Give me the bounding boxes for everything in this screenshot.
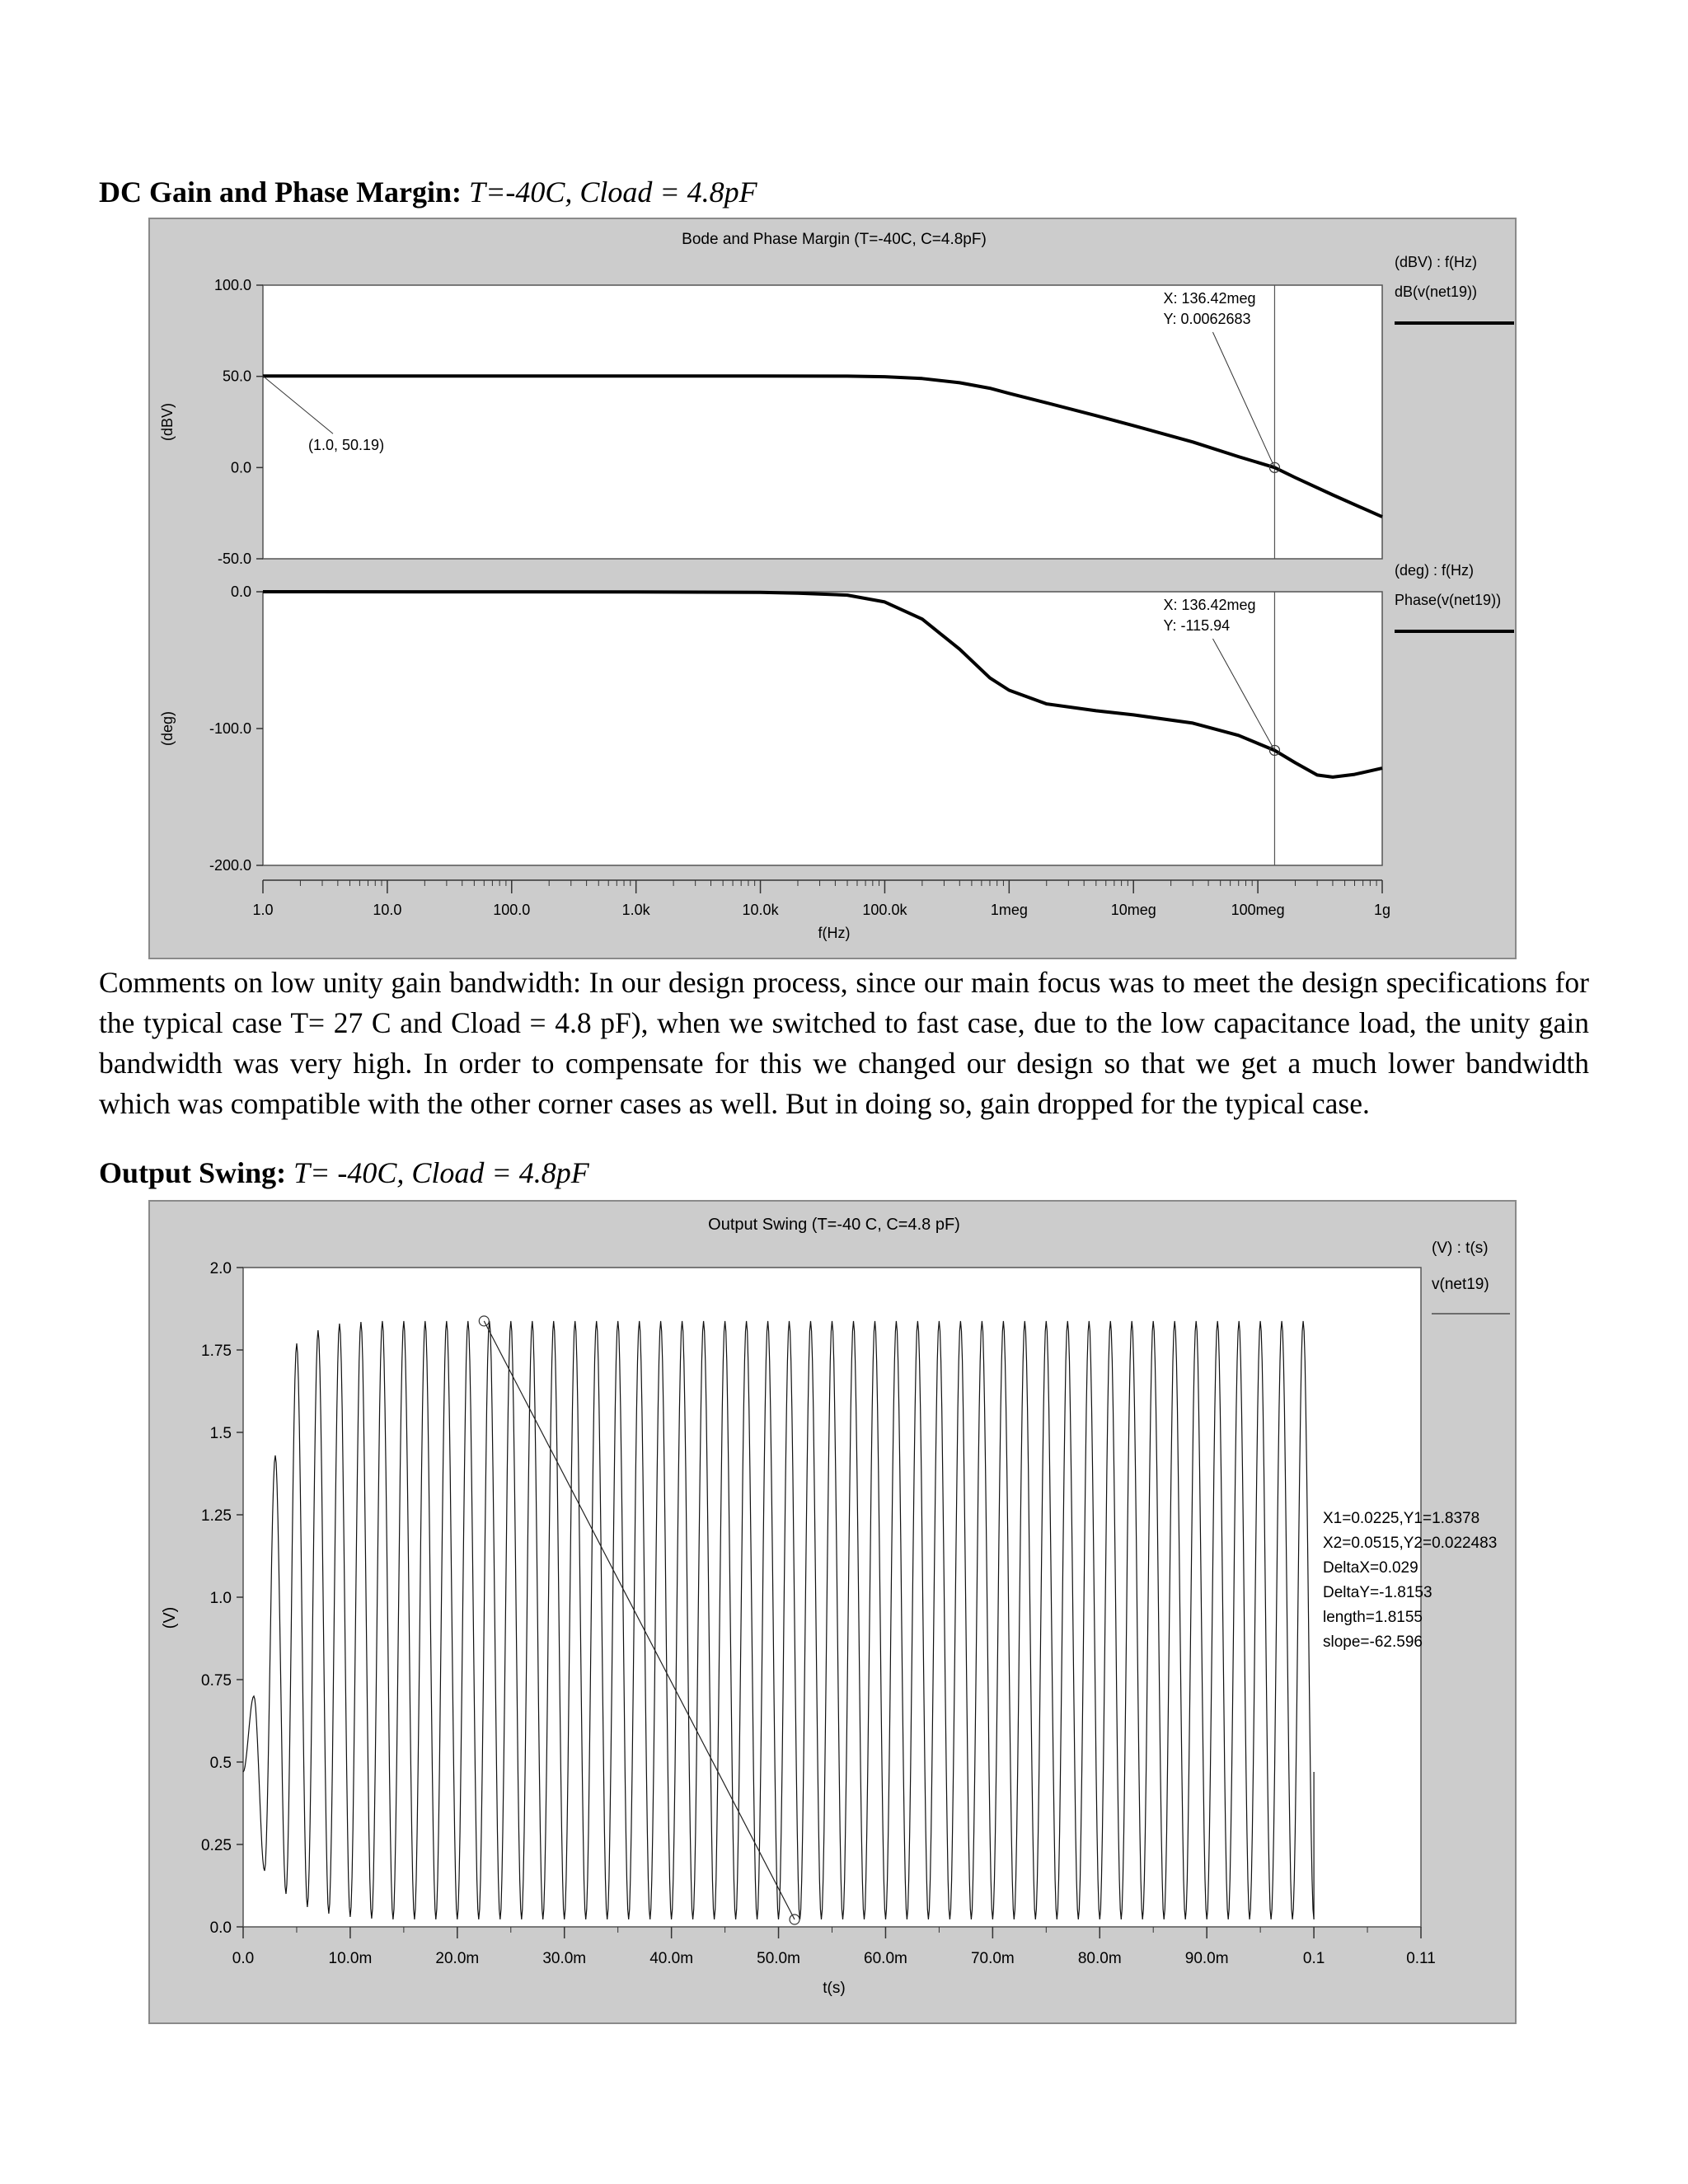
cursor-x-readout: X: 136.42meg bbox=[1163, 597, 1256, 613]
x-tick-label: 60.0m bbox=[864, 1950, 907, 1967]
chart-title: Bode and Phase Margin (T=-40C, C=4.8pF) bbox=[682, 231, 987, 248]
x-axis-label: f(Hz) bbox=[818, 925, 851, 941]
legend-header: (deg) : f(Hz) bbox=[1395, 562, 1475, 579]
x-tick-label: 40.0m bbox=[649, 1950, 694, 1967]
x-tick-label: 0.11 bbox=[1406, 1950, 1436, 1967]
y-tick-label: 0.0 bbox=[230, 459, 251, 476]
x-tick-label: 20.0m bbox=[435, 1950, 480, 1967]
x-tick-label: 1meg bbox=[990, 902, 1028, 918]
legend-header: (dBV) : f(Hz) bbox=[1395, 254, 1478, 270]
cursor-x-readout: X: 136.42meg bbox=[1163, 290, 1256, 307]
y-tick-label: 1.75 bbox=[201, 1343, 232, 1360]
x-tick-label: 100meg bbox=[1231, 902, 1285, 918]
x-axis-label: t(s) bbox=[823, 1980, 846, 1997]
y-tick-label: 0.0 bbox=[209, 1919, 232, 1937]
y-tick-label: 2.0 bbox=[209, 1260, 232, 1277]
x-tick-label: 90.0m bbox=[1184, 1950, 1229, 1967]
x-tick-label: 10.0 bbox=[373, 902, 402, 918]
measurement-readout: DeltaY=-1.8153 bbox=[1323, 1584, 1432, 1601]
x-tick-label: 0.0 bbox=[232, 1950, 255, 1967]
cursor-y-readout: Y: 0.0062683 bbox=[1163, 311, 1251, 327]
x-tick-label: 1.0 bbox=[252, 902, 274, 918]
swing-heading-label: Output Swing: bbox=[99, 1156, 287, 1189]
y-tick-label: 0.25 bbox=[201, 1837, 232, 1854]
legend-label: Phase(v(net19)) bbox=[1395, 592, 1502, 608]
y-tick-label: 1.25 bbox=[201, 1507, 232, 1525]
x-tick-label: 100.0k bbox=[862, 902, 907, 918]
y-tick-label: 1.5 bbox=[209, 1425, 232, 1442]
measurement-readout: length=1.8155 bbox=[1323, 1609, 1423, 1626]
cursor-y-readout: Y: -115.94 bbox=[1163, 617, 1231, 634]
swing-chart-panel bbox=[148, 1200, 1517, 2024]
x-tick-label: 70.0m bbox=[970, 1950, 1015, 1967]
x-tick-label: 10.0m bbox=[328, 1950, 373, 1967]
swing-section-heading bbox=[99, 1155, 589, 1190]
measurement-readout: DeltaX=0.029 bbox=[1323, 1559, 1418, 1577]
bode-chart bbox=[150, 219, 1518, 961]
x-tick-label: 0.1 bbox=[1302, 1950, 1325, 1967]
x-tick-label: 30.0m bbox=[542, 1950, 587, 1967]
swing-chart bbox=[150, 1202, 1518, 2026]
measurement-readout: slope=-62.596 bbox=[1323, 1633, 1423, 1651]
chart-title: Output Swing (T=-40 C, C=4.8 pF) bbox=[708, 1216, 960, 1234]
bode-chart-panel bbox=[148, 218, 1517, 959]
legend-header: (V) : t(s) bbox=[1432, 1240, 1489, 1257]
y-tick-label: -50.0 bbox=[217, 551, 251, 567]
x-tick-label: 10meg bbox=[1110, 902, 1156, 918]
y-tick-label: 0.75 bbox=[201, 1672, 232, 1690]
bode-heading-conditions: T=-40C, Cload = 4.8pF bbox=[469, 176, 757, 209]
y-tick-label: 0.0 bbox=[230, 583, 251, 600]
y-tick-label: -200.0 bbox=[209, 857, 251, 874]
x-tick-label: 100.0 bbox=[493, 902, 531, 918]
comment-paragraph: Comments on low unity gain bandwidth: In our design process, since our main focus was to meet the design specifications for the typical case T= 27 C and Cload = 4.8 pF), when we switched to fast case, due to the low capacitance load, the unity gain bandwidth was very high. In order to compensate for this we changed our design so that we get a much lower bandwidth which was compatible with the other corner cases as well. But in doing so, gain dropped for the typical case. bbox=[99, 966, 1589, 1120]
measurement-readout: X2=0.0515,Y2=0.022483 bbox=[1323, 1535, 1498, 1552]
y-tick-label: 100.0 bbox=[213, 277, 251, 293]
y-axis-label: (dBV) bbox=[159, 402, 176, 442]
x-tick-label: 1.0k bbox=[621, 902, 650, 918]
annotation-label: (1.0, 50.19) bbox=[308, 437, 385, 454]
bode-heading-label: DC Gain and Phase Margin: bbox=[99, 176, 462, 209]
y-axis-label: (V) bbox=[161, 1606, 179, 1629]
legend-label: v(net19) bbox=[1432, 1276, 1489, 1293]
x-tick-label: 10.0k bbox=[742, 902, 779, 918]
x-tick-label: 1g bbox=[1373, 902, 1391, 918]
y-tick-label: -100.0 bbox=[209, 720, 251, 737]
legend-label: dB(v(net19)) bbox=[1395, 284, 1478, 300]
y-tick-label: 1.0 bbox=[209, 1590, 232, 1607]
swing-heading-conditions: T= -40C, Cload = 4.8pF bbox=[293, 1156, 589, 1189]
x-tick-label: 50.0m bbox=[757, 1950, 800, 1967]
bode-section-heading bbox=[99, 175, 757, 209]
y-tick-label: 0.5 bbox=[209, 1755, 232, 1772]
y-tick-label: 50.0 bbox=[222, 368, 251, 385]
y-axis-label: (deg) bbox=[159, 710, 176, 747]
x-tick-label: 80.0m bbox=[1077, 1950, 1122, 1967]
measurement-readout: X1=0.0225,Y1=1.8378 bbox=[1323, 1510, 1480, 1527]
